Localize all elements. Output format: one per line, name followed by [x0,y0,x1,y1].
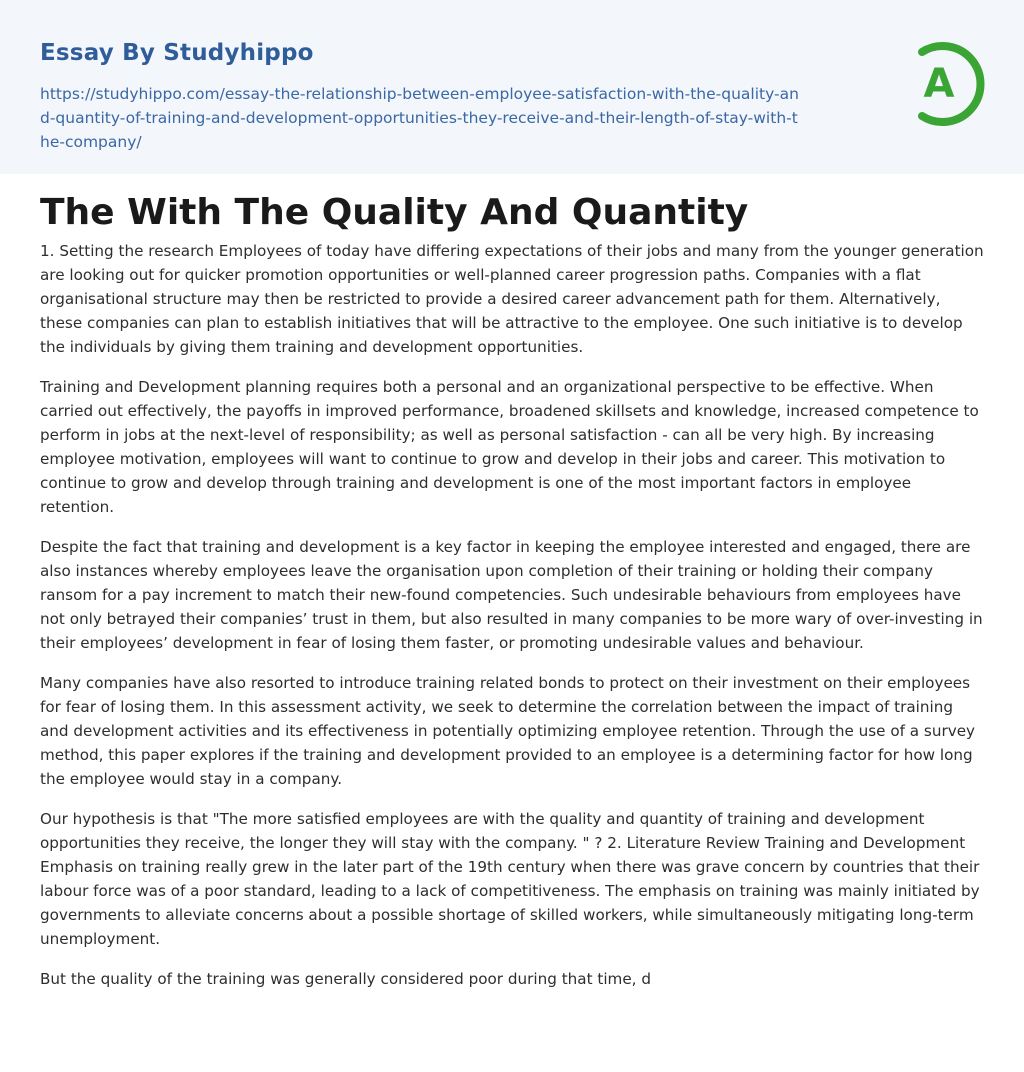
logo-letter: A [923,61,955,107]
site-brand[interactable]: Essay By Studyhippo [40,40,314,66]
source-url-link[interactable]: https://studyhippo.com/essay-the-relationship-between-employee-satisfaction-with-the-quality-and-quantity-of-training-and-development-opportunities-they-receive-and-their-length-of-stay-with-the-company/ [40,85,799,151]
article-paragraph: But the quality of the training was generally considered poor during that time, d [40,970,651,988]
article-paragraph: Our hypothesis is that "The more satisfied employees are with the quality and quantity of training and development opportunities they receive, the longer they will stay with the company. " ? 2. Literature Review Training and Development Emphasis on training really grew in the later part of the 19th century when there was grave concern by countries that their labour force was of a poor standard, leading to a lack of competitiveness. The emphasis on training was mainly initiated by governments to alleviate concerns about a possible shortage of skilled workers, while simultaneously mitigating long-term unemployment. [40,810,980,948]
article-paragraph: Training and Development planning requires both a personal and an organizational perspective to be effective. When carried out effectively, the payoffs in improved performance, broadened skillsets and knowledge, increased competence to perform in jobs at the next-level of responsibility; as well as personal satisfaction - can all be very high. By increasing employee motivation, employees will want to continue to grow and develop in their jobs and career. This motivation to continue to grow and develop through training and development is one of the most important factors in employee retention. [40,378,979,516]
article-paragraph: Many companies have also resorted to introduce training related bonds to protect on their investment on their employees for fear of losing them. In this assessment activity, we seek to determine the correlation between the impact of training and development activities and its effectiveness in potentially optimizing employee retention. Through the use of a survey method, this paper explores if the training and development provided to an employee is a determining factor for how long the employee would stay in a company. [40,674,976,788]
article-paragraph: 1. Setting the research Employees of today have differing expectations of their jobs and many from the younger generation are looking out for quicker promotion opportunities or well-planned career progression paths. Companies with a flat organisational structure may then be restricted to provide a desired career advancement path for them. Alternatively, these companies can plan to establish initiatives that will be attractive to the employee. One such initiative is to develop the individuals by giving them training and development opportunities. [40,242,984,356]
article-body [40,239,984,1007]
studyhippo-logo-icon[interactable] [908,40,988,128]
article-title: The With The Quality And Quantity [40,192,749,233]
article-paragraph: Despite the fact that training and development is a key factor in keeping the employee interested and engaged, there are also instances whereby employees leave the organisation upon completion of their training or holding their company ransom for a pay increment to match their new-found competencies. Such undesirable behaviours from employees have not only betrayed their companies’ trust in them, but also resulted in many companies to be more wary of over-investing in their employees’ development in fear of losing them faster, or promoting undesirable values and behaviour. [40,538,983,652]
site-header [0,0,1024,174]
